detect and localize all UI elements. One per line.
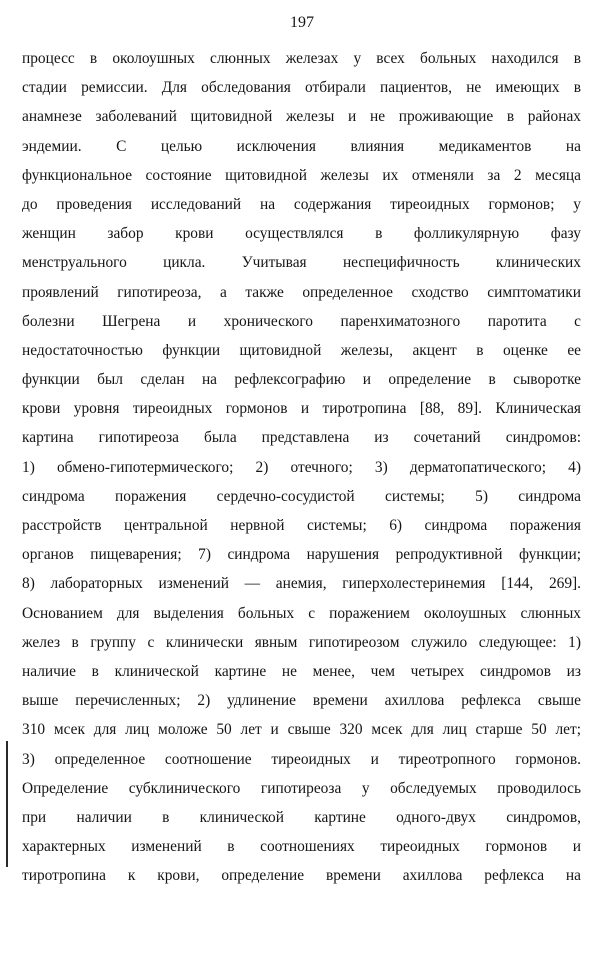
body-text <box>22 44 581 890</box>
text-line: наличие в клинической картине не менее, чем четырех синдромов из <box>22 662 581 680</box>
text-line: 3) определенное соотношение тиреоидных и тиреотропного гормонов. <box>22 750 581 768</box>
margin-pen-mark <box>6 741 8 867</box>
page-number: 197 <box>290 14 314 31</box>
text-line: эндемии. С целью исключения влияния медикаментов на <box>22 137 581 155</box>
text-line: 8) лабораторных изменений — анемия, гиперхолестеринемия [144, 269]. <box>22 575 581 593</box>
text-line: Основанием для выделения больных с поражением околоушных слюнных <box>22 604 581 622</box>
text-line: Определение субклинического гипотиреоза у обследуемых проводилось <box>22 779 581 797</box>
text-line: женщин забор крови осуществлялся в фолликулярную фазу <box>22 225 581 243</box>
text-line: болезни Шегрена и хронического паренхиматозного паротита с <box>22 312 581 330</box>
text-line: картина гипотиреоза была представлена из сочетаний синдромов: <box>22 429 581 447</box>
text-line: процесс в околоушных слюнных железах у всех больных находился в <box>22 50 581 67</box>
text-line: органов пищеварения; 7) синдрома нарушения репродуктивной функции; <box>22 546 581 564</box>
text-line: менструального цикла. Учитывая неспецифичность клинических <box>22 254 581 272</box>
text-line: недостаточностью функции щитовидной железы, акцент в оценке ее <box>22 341 581 359</box>
text-line: желез в группу с клинически явным гипотиреозом служило следующее: 1) <box>22 633 581 651</box>
text-line: тиротропина к крови, определение времени ахиллова рефлекса на <box>22 867 581 885</box>
text-line: при наличии в клинической картине одного-двух синдромов, <box>22 808 581 826</box>
text-line: функциональное состояние щитовидной железы их отменяли за 2 месяца <box>22 166 581 184</box>
text-line: функции был сделан на рефлексографию и определение в сыворотке <box>22 371 581 389</box>
text-line: проявлений гипотиреоза, а также определенное сходство симптоматики <box>22 283 581 301</box>
text-line: синдрома поражения сердечно-сосудистой системы; 5) синдрома <box>22 487 581 505</box>
text-line: 1) обмено-гипотермического; 2) отечного; 3) дерматопатического; 4) <box>22 458 581 476</box>
text-line: анамнезе заболеваний щитовидной железы и не проживающие в районах <box>22 108 581 126</box>
text-line: стадии ремиссии. Для обследования отбирали пациентов, не имеющих в <box>22 79 581 97</box>
text-line: выше перечисленных; 2) удлинение времени ахиллова рефлекса свыше <box>22 692 581 710</box>
text-line: 310 мсек для лиц моложе 50 лет и свыше 320 мсек для лиц старше 50 лет; <box>22 721 581 739</box>
text-line: характерных изменений в соотношениях тиреоидных гормонов и <box>22 838 581 856</box>
text-line: расстройств центральной нервной системы; 6) синдрома поражения <box>22 517 581 534</box>
text-line: крови уровня тиреоидных гормонов и тиротропина [88, 89]. Клиническая <box>22 400 581 418</box>
text-line: до проведения исследований на содержания тиреоидных гормонов; у <box>22 195 581 213</box>
